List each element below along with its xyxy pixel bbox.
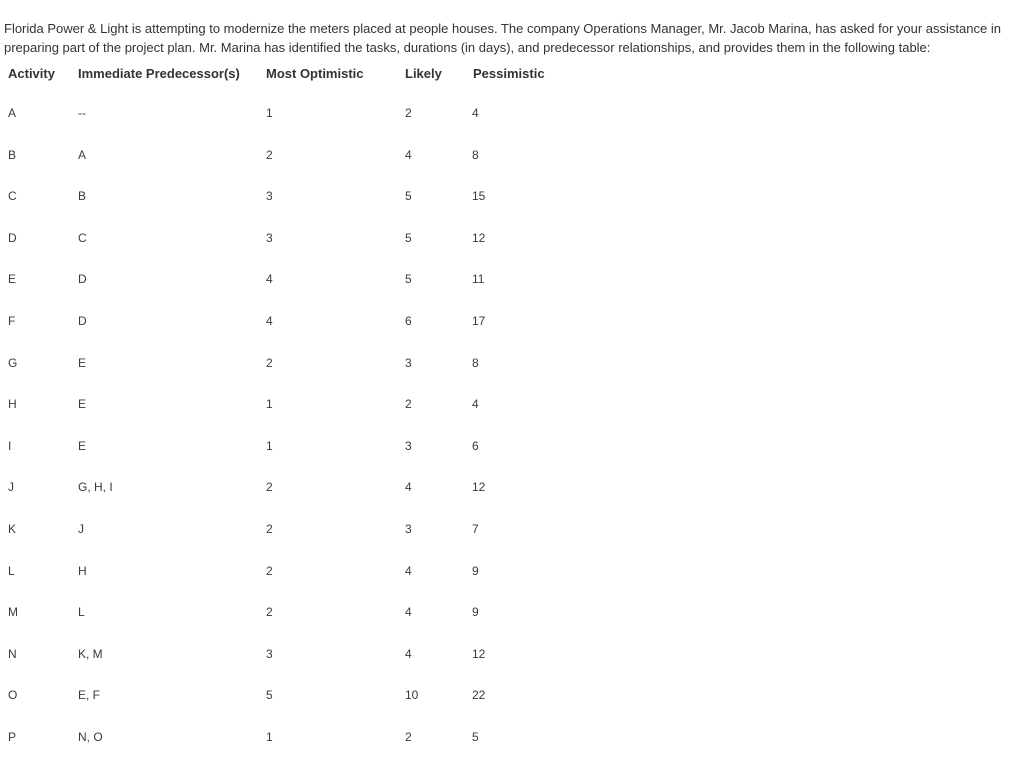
table-row <box>0 730 1024 772</box>
cell-optimistic: 1 <box>266 397 273 412</box>
cell-likely: 4 <box>405 563 412 578</box>
cell-optimistic: 2 <box>266 605 273 620</box>
header-pessimistic: Pessimistic <box>473 66 545 81</box>
table-row <box>0 231 1024 273</box>
cell-optimistic: 2 <box>266 563 273 578</box>
cell-predecessors: N, O <box>78 729 103 744</box>
cell-predecessors: H <box>78 563 87 578</box>
cell-predecessors: E <box>78 355 87 370</box>
table-row <box>0 439 1024 481</box>
cell-pessimistic: 5 <box>472 729 479 744</box>
cell-pessimistic: 9 <box>472 563 479 578</box>
cell-pessimistic: 12 <box>472 480 486 495</box>
cell-predecessors: G, H, I <box>78 480 113 495</box>
intro-paragraph: Florida Power & Light is attempting to modernize the meters placed at people houses. The company Operations Manager, Mr. Jacob Marina, has asked for your assistance in preparing part of the project plan. Mr. Marina has identified the tasks, durations (in days), and predecessor relationships, and provides them in the following table: <box>4 21 1001 55</box>
cell-pessimistic: 4 <box>472 397 479 412</box>
cell-likely: 6 <box>405 313 412 328</box>
cell-likely: 2 <box>405 397 412 412</box>
cell-likely: 4 <box>405 605 412 620</box>
cell-optimistic: 3 <box>266 230 273 245</box>
cell-pessimistic: 4 <box>472 106 479 120</box>
cell-pessimistic: 17 <box>472 313 486 328</box>
table-row <box>0 647 1024 689</box>
table-row <box>0 688 1024 730</box>
cell-likely: 5 <box>405 230 412 245</box>
table-row <box>0 522 1024 564</box>
cell-likely: 2 <box>405 106 412 120</box>
table-row <box>0 564 1024 606</box>
cell-activity: N <box>8 646 17 661</box>
cell-pessimistic: 7 <box>472 521 479 536</box>
cell-likely: 3 <box>405 438 412 453</box>
cell-activity: F <box>8 313 16 328</box>
cell-predecessors: C <box>78 230 87 245</box>
cell-activity: G <box>8 355 18 370</box>
cell-activity: M <box>8 605 18 620</box>
table-row <box>0 272 1024 314</box>
cell-optimistic: 2 <box>266 480 273 495</box>
cell-likely: 4 <box>405 480 412 495</box>
header-optimistic: Most Optimistic <box>266 66 364 81</box>
cell-predecessors: L <box>78 605 85 620</box>
cell-optimistic: 3 <box>266 646 273 661</box>
cell-activity: J <box>8 480 14 495</box>
table-row <box>0 605 1024 647</box>
header-likely: Likely <box>405 66 442 81</box>
cell-pessimistic: 6 <box>472 438 479 453</box>
cell-predecessors: E <box>78 397 87 412</box>
cell-optimistic: 1 <box>266 729 273 744</box>
cell-predecessors: A <box>78 147 87 162</box>
cell-activity: C <box>8 189 17 204</box>
cell-pessimistic: 11 <box>472 272 485 287</box>
cell-likely: 3 <box>405 521 412 536</box>
cell-activity: H <box>8 397 17 412</box>
cell-optimistic: 1 <box>266 106 273 120</box>
cell-predecessors: K, M <box>78 646 103 661</box>
cell-likely: 10 <box>405 688 419 703</box>
cell-optimistic: 4 <box>266 272 273 287</box>
cell-activity: P <box>8 729 17 744</box>
table-body <box>0 106 1024 772</box>
table-row <box>0 189 1024 231</box>
cell-activity: L <box>8 563 15 578</box>
cell-predecessors: J <box>78 521 84 536</box>
cell-pessimistic: 9 <box>472 605 479 620</box>
table-header <box>0 66 1024 86</box>
cell-activity: K <box>8 521 17 536</box>
table-row <box>0 106 1024 148</box>
table-row <box>0 397 1024 439</box>
cell-optimistic: 3 <box>266 189 273 204</box>
cell-pessimistic: 8 <box>472 147 479 162</box>
table-row <box>0 356 1024 398</box>
cell-activity: D <box>8 230 17 245</box>
header-activity: Activity <box>8 66 55 81</box>
cell-likely: 3 <box>405 355 412 370</box>
cell-activity: E <box>8 272 17 287</box>
cell-optimistic: 2 <box>266 355 273 370</box>
cell-activity: A <box>8 106 17 120</box>
cell-pessimistic: 15 <box>472 189 486 204</box>
table-row <box>0 314 1024 356</box>
cell-activity: O <box>8 688 18 703</box>
cell-optimistic: 2 <box>266 521 273 536</box>
cell-pessimistic: 12 <box>472 646 486 661</box>
cell-optimistic: 5 <box>266 688 273 703</box>
table-row <box>0 148 1024 190</box>
cell-optimistic: 1 <box>266 438 273 453</box>
cell-predecessors: B <box>78 189 87 204</box>
cell-predecessors: E, F <box>78 688 101 703</box>
cell-likely: 5 <box>405 272 412 287</box>
cell-optimistic: 2 <box>266 147 273 162</box>
header-predecessors: Immediate Predecessor(s) <box>78 66 240 81</box>
cell-predecessors: D <box>78 272 87 287</box>
cell-pessimistic: 8 <box>472 355 479 370</box>
cell-optimistic: 4 <box>266 313 273 328</box>
table-row <box>0 480 1024 522</box>
cell-likely: 4 <box>405 646 412 661</box>
cell-pessimistic: 12 <box>472 230 486 245</box>
cell-likely: 5 <box>405 189 412 204</box>
cell-predecessors: -- <box>78 106 86 120</box>
cell-predecessors: D <box>78 313 87 328</box>
cell-activity: B <box>8 147 17 162</box>
cell-pessimistic: 22 <box>472 688 486 703</box>
cell-likely: 4 <box>405 147 412 162</box>
cell-activity: I <box>8 438 12 453</box>
cell-predecessors: E <box>78 438 87 453</box>
cell-likely: 2 <box>405 729 412 744</box>
